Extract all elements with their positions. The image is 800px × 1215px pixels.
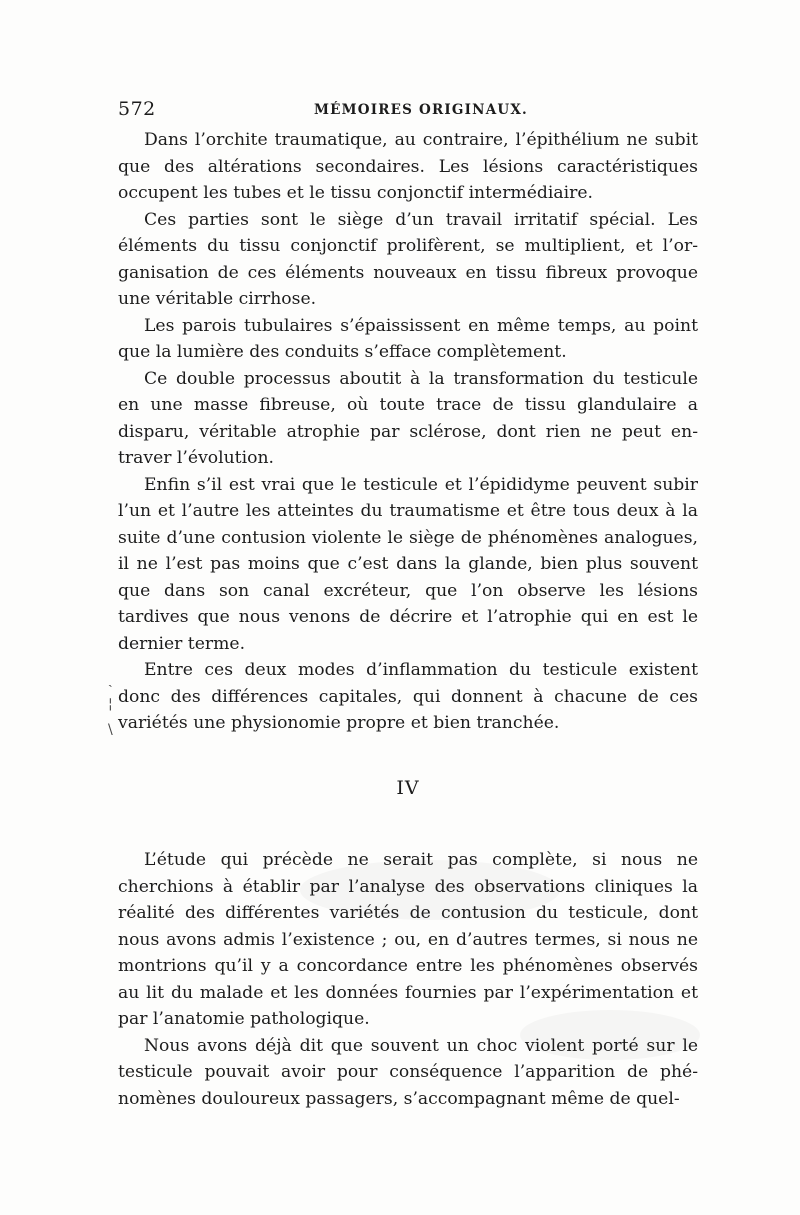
- margin-mark: ˏ: [108, 672, 113, 688]
- paragraph: Ce double processus aboutit à la transformation du testicule en une masse fibreuse, où toute trace de tissu glandulaire a disparu, véritable atrophie par sclérose, dont rien ne peut entraver l’évolution.: [118, 368, 698, 468]
- page-number: 572: [118, 98, 156, 120]
- margin-mark: \: [108, 722, 113, 738]
- paragraph: Entre ces deux modes d’inflammation du testicule existent donc des différences capitales, qui donnent à chacune de ces variétés une physionomie propre et bien tranchée.: [118, 660, 698, 733]
- running-head: [118, 98, 698, 122]
- paragraph: Enfin s’il est vrai que le testicule et l’épididyme peuvent subir l’un et l’autre les atteintes du traumatisme et être tous deux à la suite d’une contusion violente le siège de phénomènes analogues, il ne l’est pas moins que c’est dans la glande, bien plus souvent que dans son canal excréteur, que l’on observe les lésions tardives que nous venons de décrire et l’atrophie qui en est le dernier terme.: [118, 474, 698, 654]
- section-heading: IV: [396, 776, 420, 799]
- paragraph: Ces parties sont le siège d’un travail irritatif spécial. Les éléments du tissu conjonctif prolifèrent, se multiplient, et l’organisation de ces éléments nouveaux en tissu fibreux provoque une véritable cirrhose.: [118, 209, 698, 309]
- margin-mark: ¦: [108, 696, 113, 712]
- margin-marks: [108, 672, 118, 762]
- paragraph: L’étude qui précède ne serait pas complète, si nous ne cherchions à établir par l’analyse des observations cliniques la réalité des différentes variétés de contusion du testicule, dont nous avons admis l’existence ; ou, en d’autres termes, si nous ne montrions qu’il y a concordance entre les phénomènes observés au lit du malade et les données fournies par l’expérimentation et par l’anatomie pathologique.: [118, 850, 698, 1029]
- paragraph: Dans l’orchite traumatique, au contraire, l’épithélium ne subit que des altérations secondaires. Les lésions caractéristiques occupent les tubes et le tissu conjonctif intermédiaire.: [118, 130, 698, 203]
- running-title: MÉMOIRES ORIGINAUX.: [314, 102, 528, 118]
- paragraph: Nous avons déjà dit que souvent un choc violent porté sur le testicule pouvait avoir pour conséquence l’apparition de phénomènes douloureux passagers, s’accompagnant même de quel-: [118, 1035, 698, 1109]
- paragraph: Les parois tubulaires s’épaississent en même temps, au point que la lumière des conduits s’efface complètement.: [118, 315, 698, 362]
- body-text: [118, 127, 698, 1112]
